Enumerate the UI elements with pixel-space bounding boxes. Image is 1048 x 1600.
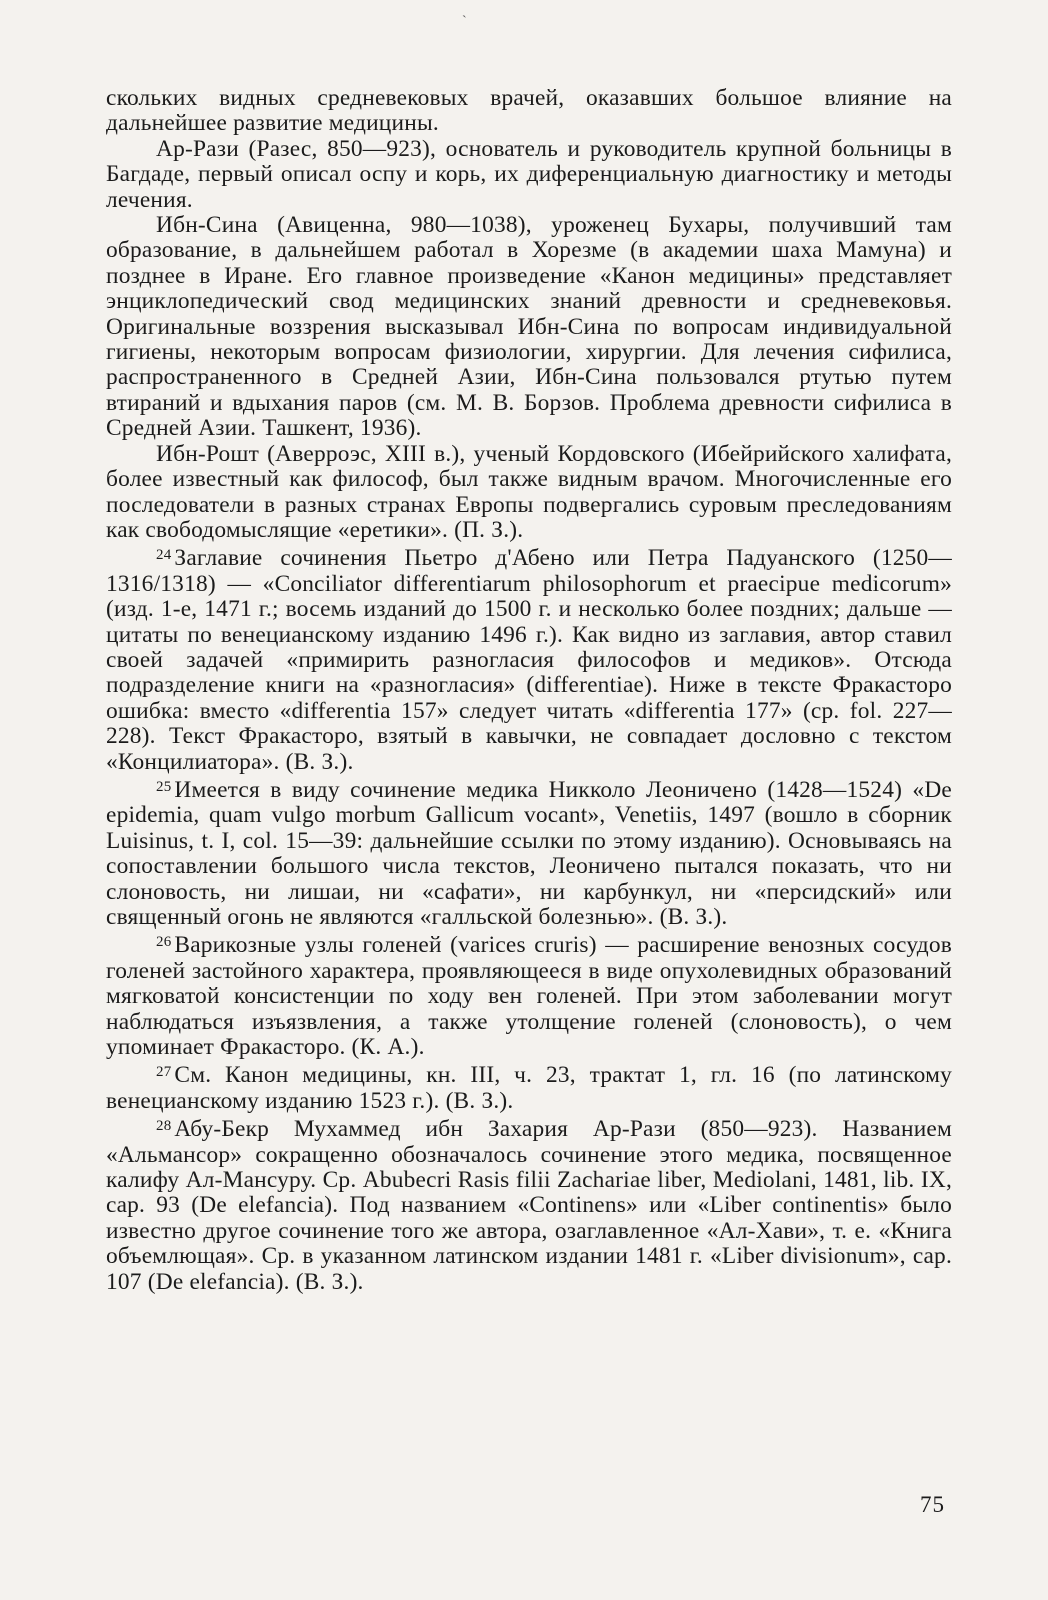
footnote-number: 24: [156, 547, 172, 564]
paragraph-continuation: скольких видных средневековых врачей, оказавших большое влияние на дальнейшее развитие медицины.: [106, 85, 952, 137]
footnote-number: 28: [156, 1118, 172, 1135]
body-text: [106, 86, 952, 1295]
footnote-25: $^{25}$ Имеется в виду сочинение медика Никколо Леоничено (1428—1524) «De epidemia, quam vulgo morbum Gallicum vocant», Venetiis, 1497 (вошло в сборник Luisinus, t. I, col. 15—39: дальнейшие ссылки по этому изданию). Основываясь на сопоставлении большого числа текстов, Леоничено пытался показать, что ни слоновость, ни лишаи, ни «сафати», ни карбункул, ни «персидский» или священный огонь не являются «галльской болезнью». (В. З.).: [106, 776, 952, 930]
scan-mark: ˋ: [462, 14, 467, 29]
footnote-number: 25: [156, 778, 172, 795]
paragraph-ar-razi: Ар-Рази (Разес, 850—923), основатель и руководитель крупной больницы в Багдаде, первый описал оспу и корь, их диференциальную диагностику и методы лечения.: [106, 135, 952, 213]
footnote-number: 27: [156, 1064, 172, 1081]
footnote-24: $^{24}$ Заглавие сочинения Пьетро д'Абено или Петра Падуанского (1250—1316/1318) — «Conciliator differentiarum philosophorum et praecipue medicorum» (изд. 1-е, 1471 г.; восемь изданий до 1500 г. и несколько более поздних; дальше — цитаты по венецианскому изданию 1496 г.). Как видно из заглавия, автор ставил своей задачей «примирить разногласия философов и медиков». Отсюда подразделение книги на «разногласия» (differentiae). Ниже в тексте Фракасторо ошибка: вместо «differentia 157» следует читать «differentia 177» (ср. fol. 227—228). Текст Фракасторо, взятый в кавычки, не совпадает дословно с текстом «Концилиатора». (В. З.).: [106, 545, 952, 775]
footnote-26: $^{26}$ Варикозные узлы голеней (varices cruris) — расширение венозных сосудов голеней застойного характера, проявляющееся в виде опухолевидных образований мягковатой консистенции по ходу вен голеней. При этом заболевании могут наблюдаться изъязвления, а также утолщение голеней (слоновость), о чем упоминает Фракасторо. (К. А.).: [106, 932, 952, 1061]
page-number: 75: [920, 1492, 945, 1517]
footnote-28: $^{28}$ Абу-Бекр Мухаммед ибн Захария Ар-Рази (850—923). Названием «Альмансор» сокращенно обозначалось сочинение этого медика, посвященное калифу Ал-Мансуру. Ср. Abubecri Rasis filii Zachariae liber, Mediolani, 1481, lib. IX, cap. 93 (De elefancia). Под названием «Continens» или «Liber continentis» было известно другое сочинение того же автора, озаглавленное «Ал-Хави», т. е. «Книга объемлющая». Ср. в указанном латинском издании 1481 г. «Liber divisionum», cap. 107 (De elefancia). (В. З.).: [106, 1116, 952, 1295]
footnote-27: $^{27}$ См. Канон медицины, кн. III, ч. 23, трактат 1, гл. 16 (по латинскому венецианскому изданию 1523 г.). (В. З.).: [106, 1062, 952, 1114]
paragraph-ibn-sina: Ибн-Сина (Авиценна, 980—1038), уроженец Бухары, получивший там образование, в дальнейшем работал в Хорезме (в академии шаха Мамуна) и позднее в Иране. Его главное произведение «Канон медицины» представляет энциклопедический свод медицинских знаний древности и средневековья. Оригинальные воззрения высказывал Ибн-Сина по вопросам индивидуальной гигиены, некоторым вопросам физиологии, хирургии. Для лечения сифилиса, распространенного в Средней Азии, Ибн-Сина пользовался ртутью путем втираний и вдыхания паров (см. М. В. Борзов. Проблема древности сифилиса в Средней Азии. Ташкент, 1936).: [106, 212, 952, 442]
paragraph-ibn-rosht: Ибн-Рошт (Аверроэс, XIII в.), ученый Кордовского (Ибейрийского халифата, более известный как философ, был также видным врачом. Многочисленные его последователи в разных странах Европы подвергались суровым преследованиям как свободомыслящие «еретики». (П. З.).: [106, 440, 952, 543]
footnote-number: 26: [156, 934, 172, 951]
